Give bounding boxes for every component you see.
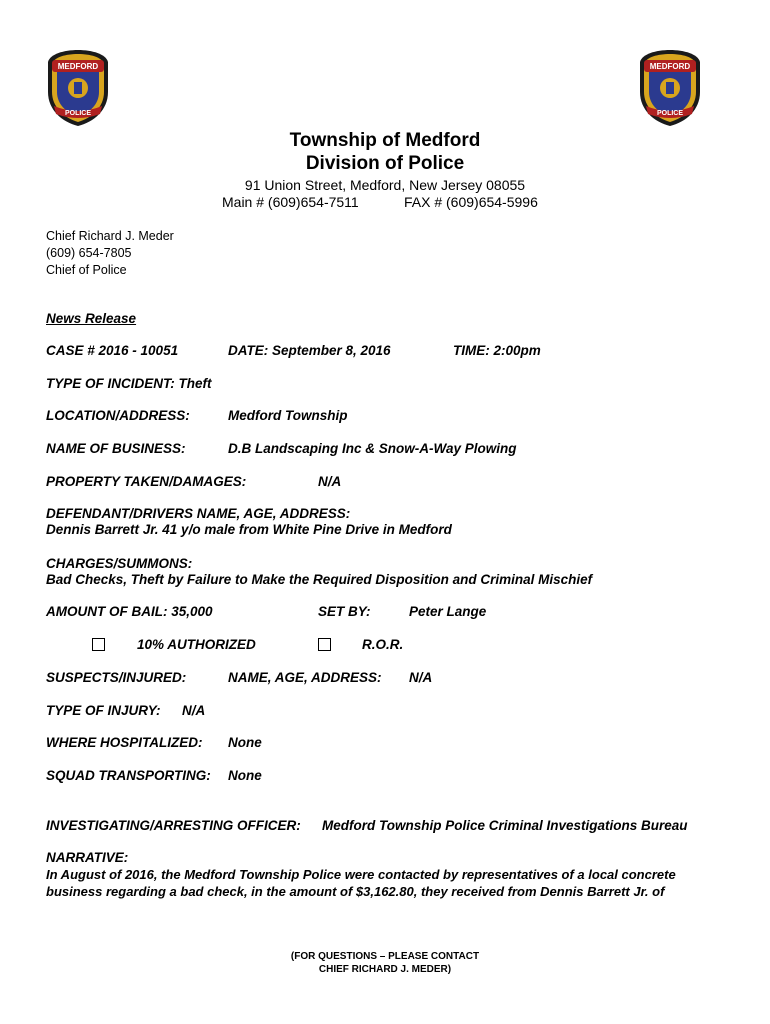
chief-phone: (609) 654-7805 xyxy=(46,246,132,260)
main-phone: Main # (609)654-7511 xyxy=(222,194,359,210)
release-time: TIME: 2:00pm xyxy=(453,343,541,358)
release-date: DATE: September 8, 2016 xyxy=(228,343,391,358)
location-label: LOCATION/ADDRESS: xyxy=(46,408,190,423)
narrative-label: NARRATIVE: xyxy=(46,850,129,865)
ror-checkbox[interactable] xyxy=(318,638,331,651)
ror-label: R.O.R. xyxy=(362,637,404,652)
set-by-label: SET BY: xyxy=(318,604,371,619)
division-title: Division of Police xyxy=(305,153,465,174)
suspects-label: SUSPECTS/INJURED: xyxy=(46,670,187,685)
defendant-label: DEFENDANT/DRIVERS NAME, AGE, ADDRESS: xyxy=(46,506,351,521)
svg-text:POLICE: POLICE xyxy=(64,110,92,117)
officer-value: Medford Township Police Criminal Investigations Bureau xyxy=(322,818,688,833)
squad-label: SQUAD TRANSPORTING: xyxy=(46,768,211,783)
charges-label: CHARGES/SUMMONS: xyxy=(46,556,193,571)
hospital-value: None xyxy=(228,735,262,750)
department-title: Township of Medford xyxy=(289,130,481,151)
injury-value: N/A xyxy=(182,703,206,718)
case-number: CASE # 2016 - 10051 xyxy=(46,343,179,358)
fax-number: FAX # (609)654-5996 xyxy=(404,194,538,210)
injury-label: TYPE OF INJURY: xyxy=(46,703,161,718)
business-value: D.B Landscaping Inc & Snow-A-Way Plowing xyxy=(228,441,517,456)
property-label: PROPERTY TAKEN/DAMAGES: xyxy=(46,474,247,489)
bail-amount: AMOUNT OF BAIL: 35,000 xyxy=(46,604,213,619)
set-by-value: Peter Lange xyxy=(409,604,487,619)
location-value: Medford Township xyxy=(228,408,348,423)
suspects-value: N/A xyxy=(409,670,433,685)
footer-contact-line-2: CHIEF RICHARD J. MEDER) xyxy=(318,964,452,975)
narrative-line-1: In August of 2016, the Medford Township Police were contacted by representatives of a local concrete xyxy=(46,867,676,882)
defendant-value: Dennis Barrett Jr. 41 y/o male from White Pine Drive in Medford xyxy=(46,522,452,537)
officer-label: INVESTIGATING/ARRESTING OFFICER: xyxy=(46,818,301,833)
svg-text:MEDFORD: MEDFORD xyxy=(649,62,691,71)
svg-text:MEDFORD: MEDFORD xyxy=(57,62,99,71)
police-badge-left-logo xyxy=(44,48,112,128)
department-address: 91 Union Street, Medford, New Jersey 08055 xyxy=(244,177,526,193)
footer-contact-line-1: (FOR QUESTIONS – PLEASE CONTACT xyxy=(290,951,480,962)
chief-title: Chief of Police xyxy=(46,263,127,277)
authorized-label: 10% AUTHORIZED xyxy=(137,637,256,652)
business-label: NAME OF BUSINESS: xyxy=(46,441,186,456)
chief-name: Chief Richard J. Meder xyxy=(46,229,174,243)
news-release-heading: News Release xyxy=(46,311,137,326)
squad-value: None xyxy=(228,768,262,783)
police-badge-right-logo xyxy=(636,48,704,128)
suspects-name-label: NAME, AGE, ADDRESS: xyxy=(228,670,382,685)
narrative-line-2: business regarding a bad check, in the amount of $3,162.80, they received from Dennis Barrett Jr. of xyxy=(46,884,665,899)
property-value: N/A xyxy=(318,474,342,489)
hospital-label: WHERE HOSPITALIZED: xyxy=(46,735,203,750)
charges-value: Bad Checks, Theft by Failure to Make the Required Disposition and Criminal Mischief xyxy=(46,572,593,587)
svg-text:POLICE: POLICE xyxy=(656,110,684,117)
authorized-checkbox[interactable] xyxy=(92,638,105,651)
incident-type: TYPE OF INCIDENT: Theft xyxy=(46,376,212,391)
